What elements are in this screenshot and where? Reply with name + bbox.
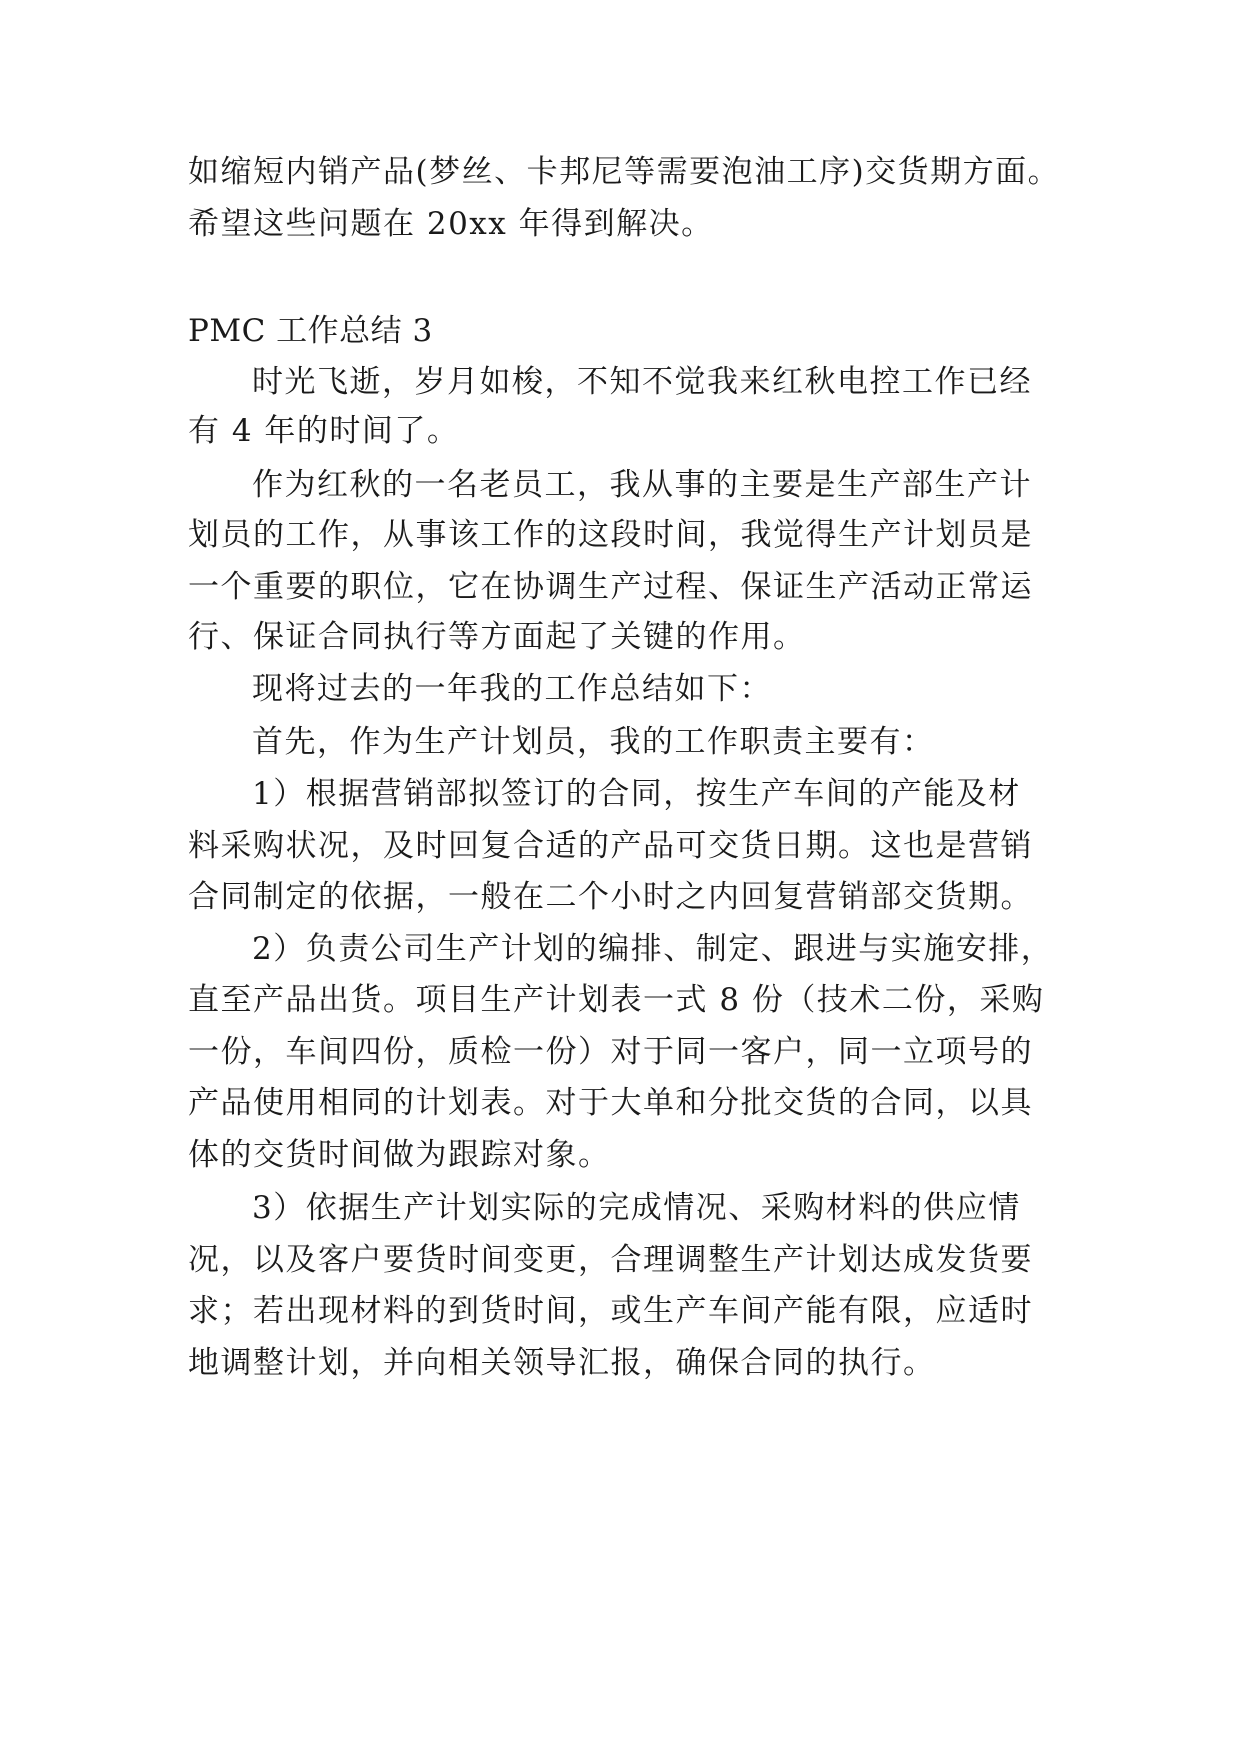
- text-line: 一份，车间四份，质检一份）对于同一客户，同一立项号的: [188, 1034, 1033, 1070]
- text-line: 时光飞逝，岁月如梭，不知不觉我来红秋电控工作已经: [252, 364, 1032, 400]
- text-line: 料采购状况，及时回复合适的产品可交货日期。这也是营销: [188, 828, 1033, 864]
- text-line: 如缩短内销产品(梦丝、卡邦尼等需要泡油工序)交货期方面。: [188, 154, 1061, 190]
- text-line: 行、保证合同执行等方面起了关键的作用。: [188, 619, 806, 655]
- text-line: 合同制定的依据，一般在二个小时之内回复营销部交货期。: [188, 879, 1033, 915]
- text-line: 产品使用相同的计划表。对于大单和分批交货的合同，以具: [188, 1085, 1033, 1121]
- text-line: 一个重要的职位，它在协调生产过程、保证生产活动正常运: [188, 569, 1033, 605]
- text-line: 况，以及客户要货时间变更，合理调整生产计划达成发货要: [188, 1242, 1033, 1278]
- text-line: 体的交货时间做为跟踪对象。: [188, 1137, 611, 1173]
- text-line: 地调整计划，并向相关领导汇报，确保合同的执行。: [188, 1345, 936, 1381]
- text-line: 2）负责公司生产计划的编排、制定、跟进与实施安排，: [252, 931, 1054, 967]
- text-line: 首先，作为生产计划员，我的工作职责主要有：: [252, 724, 935, 760]
- text-line: 求；若出现材料的到货时间，或生产车间产能有限，应适时: [188, 1293, 1033, 1329]
- text-line: 作为红秋的一名老员工，我从事的主要是生产部生产计: [252, 467, 1032, 503]
- text-line: 划员的工作，从事该工作的这段时间，我觉得生产计划员是: [188, 517, 1033, 553]
- text-line: 希望这些问题在 20xx 年得到解决。: [188, 206, 714, 242]
- text-line: 直至产品出货。项目生产计划表一式 8 份（技术二份，采购: [188, 982, 1045, 1018]
- section-title: PMC 工作总结 3: [188, 313, 433, 349]
- text-line: 3）依据生产计划实际的完成情况、采购材料的供应情: [252, 1190, 1021, 1226]
- text-line: 现将过去的一年我的工作总结如下：: [252, 671, 772, 707]
- text-line: 1）根据营销部拟签订的合同，按生产车间的产能及材: [252, 776, 1021, 812]
- text-line: 有 4 年的时间了。: [188, 413, 460, 449]
